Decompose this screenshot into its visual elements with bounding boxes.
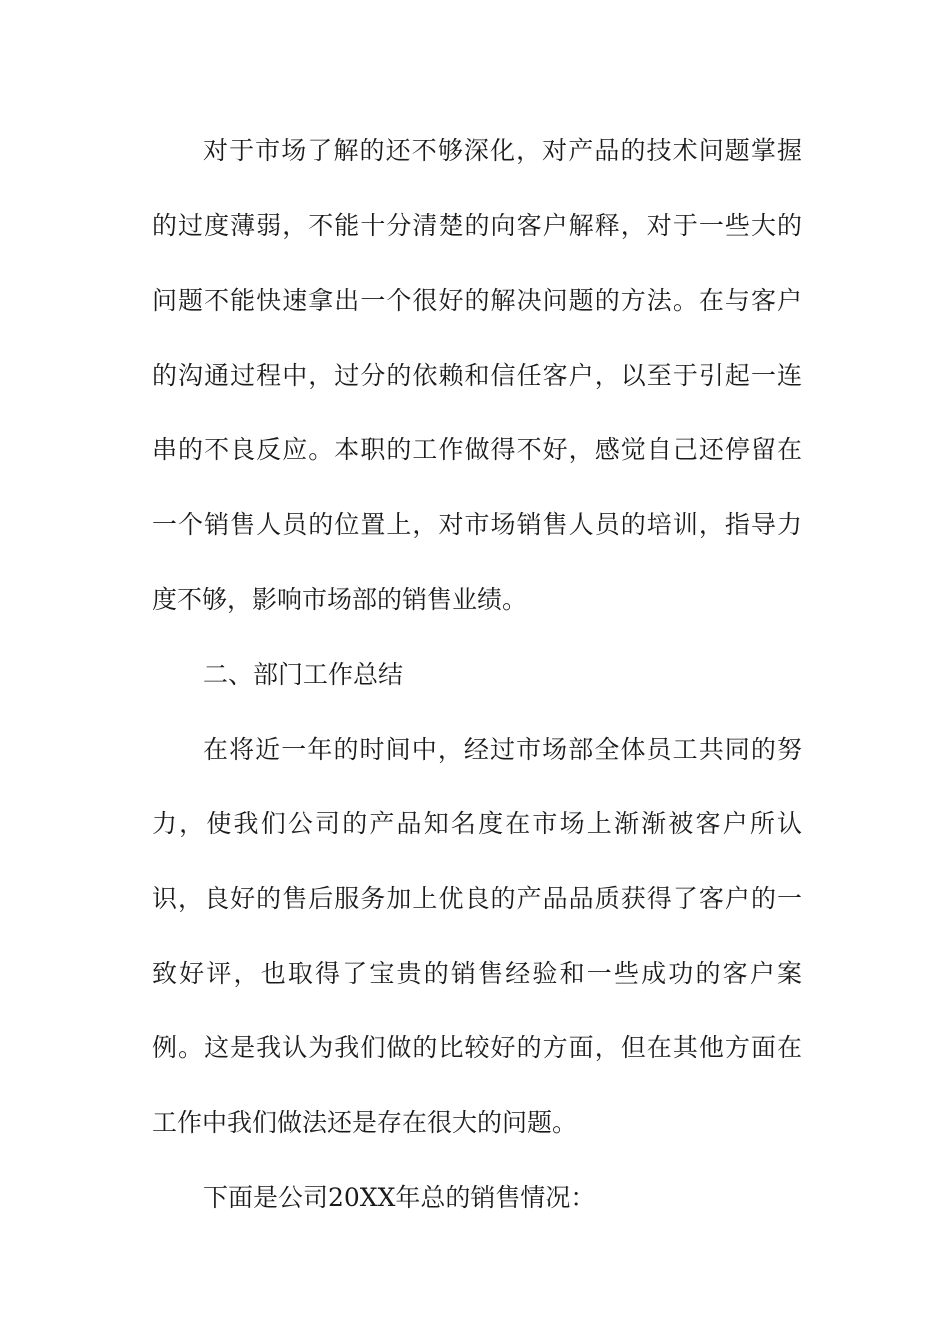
paragraph-line-10: 识，良好的售后服务加上优良的产品品质获得了客户的一 xyxy=(152,884,802,913)
paragraph-line-14: 下面是公司20XX年总的销售情况： xyxy=(203,1183,596,1212)
paragraph-line-12: 例。这是我认为我们做的比较好的方面，但在其他方面在 xyxy=(152,1033,802,1062)
paragraph-line-4: 的沟通过程中，过分的依赖和信任客户，以至于引起一连 xyxy=(152,361,802,390)
paragraph-line-3: 问题不能快速拿出一个很好的解决问题的方法。在与客户 xyxy=(152,286,802,315)
paragraph-line-8: 在将近一年的时间中，经过市场部全体员工共同的努 xyxy=(203,735,802,764)
paragraph-line-2: 的过度薄弱，不能十分清楚的向客户解释，对于一些大的 xyxy=(152,211,802,240)
paragraph-line-9: 力，使我们公司的产品知名度在市场上渐渐被客户所认 xyxy=(152,809,802,838)
paragraph-line-7: 度不够，影响市场部的销售业绩。 xyxy=(152,585,528,614)
paragraph-line-1: 对于市场了解的还不够深化，对产品的技术问题掌握 xyxy=(203,136,802,165)
paragraph-line-6: 一个销售人员的位置上，对市场销售人员的培训，指导力 xyxy=(152,510,802,539)
section-heading: 二、部门工作总结 xyxy=(203,660,404,689)
paragraph-line-11: 致好评，也取得了宝贵的销售经验和一些成功的客户案 xyxy=(152,959,802,988)
paragraph-line-13: 工作中我们做法还是存在很大的问题。 xyxy=(152,1108,578,1137)
paragraph-line-5: 串的不良反应。本职的工作做得不好，感觉自己还停留在 xyxy=(152,435,802,464)
